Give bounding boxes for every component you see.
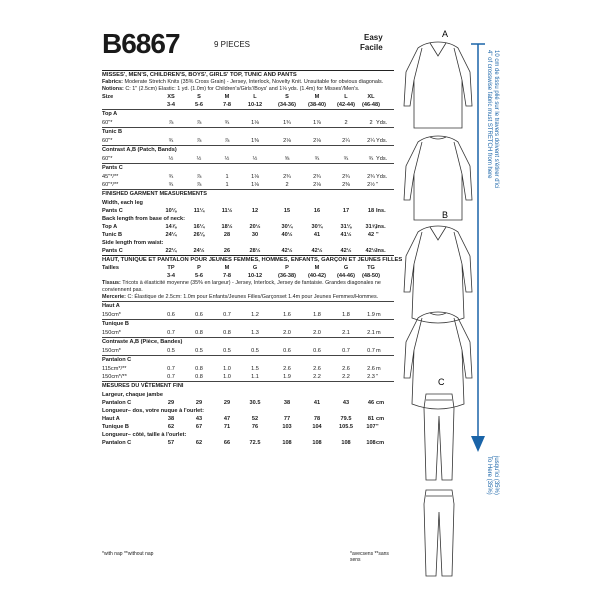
- en-yardage-cell: ¾: [168, 174, 174, 180]
- en-finished-cell: 42: [367, 232, 375, 238]
- en-yardage-cell: 2¾: [342, 174, 350, 180]
- fr-yardage-cell: 0.5: [223, 348, 231, 354]
- en-yardage-cell: 2⅜: [342, 182, 350, 188]
- fr-tissus-label: Tissus:: [102, 280, 123, 286]
- difficulty-en: Easy: [364, 33, 383, 42]
- top-a-back-illustration: [404, 136, 472, 220]
- en-title: MISSES', MEN'S, CHILDREN'S, BOYS', GIRLS' TOP, TUNIC AND PANTS: [102, 70, 394, 79]
- fr-finished-cell: 104: [312, 424, 322, 430]
- fr-yardage-cell: 2.0: [283, 330, 291, 336]
- fr-finished-sub-row: [102, 407, 394, 415]
- en-yardage-cell: ¾: [168, 138, 174, 144]
- fr-sizes-cell: TP: [167, 265, 175, 271]
- fr-finished-cell: 62: [195, 440, 203, 446]
- en-sizes-nums-cell: 7-8: [222, 102, 232, 108]
- en-yardage-cell: ⅞: [196, 182, 202, 188]
- en-finished-cell: 42½: [340, 248, 352, 254]
- fr-sizes-cell: M: [224, 265, 230, 271]
- en-yardage-unit: Yds.: [376, 120, 388, 126]
- en-yardage-cell: 2: [285, 182, 289, 188]
- fr-yardage-cell: 0.5: [251, 348, 259, 354]
- en-sizes-nums-row: [102, 101, 394, 109]
- en-yardage-cell: ½: [168, 156, 174, 162]
- en-fabrics: Fabrics: Moderate Stretch Knits (35% Cross Grain) - Jersey, Interlock, Novelty Knit. Unsuitable for obvious diagonals.: [102, 79, 384, 85]
- en-finished-cell: 10⅛: [165, 208, 177, 214]
- fr-section-row: [102, 301, 394, 311]
- fr-yardage-unit: m: [376, 312, 381, 318]
- fr-sizes-cell: P: [197, 265, 201, 271]
- en-sizes-cell: XL: [367, 94, 375, 100]
- fr-finished-cell: 103: [282, 424, 292, 430]
- pieces-count: 9 PIECES: [214, 40, 251, 49]
- en-yardage-cell: 1⅛: [251, 120, 259, 126]
- en-section-row: [102, 109, 394, 119]
- tunic-b-back-illustration: [404, 312, 472, 409]
- en-sizes-label: Size: [102, 94, 114, 100]
- fr-yardage-cell: 0.8: [195, 366, 203, 372]
- fr-yardage-row: [102, 365, 394, 373]
- fr-yardage-cell: 2.6: [313, 366, 321, 372]
- en-yardage-cell: 2¾: [283, 174, 291, 180]
- en-finished-label: Top A: [102, 224, 118, 230]
- en-finished-unit: Ins.: [376, 208, 386, 214]
- figure-a-letter: A: [442, 29, 449, 39]
- en-finished-row: [102, 231, 394, 239]
- en-fabrics-label: Fabrics:: [102, 79, 125, 85]
- fr-yardage-cell: 1.9: [283, 374, 291, 380]
- fr-finished-cell: 43: [195, 416, 203, 422]
- en-yardage-cell: 1: [225, 174, 229, 180]
- en-finished-cell: 28: [223, 232, 231, 238]
- en-yardage-unit: Yds.: [376, 174, 388, 180]
- en-finished-cell: 17: [342, 208, 350, 214]
- fr-section-row: [102, 337, 394, 347]
- fr-finished-unit: ": [376, 424, 379, 430]
- en-yardage-label: 60"*: [102, 120, 113, 126]
- en-finished-cell: 11¼: [193, 208, 205, 214]
- en-sizes-nums-cell: (46-48): [361, 102, 381, 108]
- fr-finished-cell: 72.5: [249, 440, 261, 446]
- fr-section-row: [102, 319, 394, 329]
- fr-yardage-label: 150cm*/**: [102, 374, 127, 380]
- en-finished-label: Pants C: [102, 208, 123, 214]
- fr-finished-cell: 76: [251, 424, 259, 430]
- en-sizes-cell: XS: [167, 94, 175, 100]
- fr-finished-cell: 79.5: [340, 416, 352, 422]
- en-yardage-cell: ⅞: [168, 120, 174, 126]
- en-finished-unit: Ins.: [376, 248, 386, 254]
- en-finished-cell: 24¼: [165, 232, 177, 238]
- pants-c-front-illustration: [424, 394, 454, 480]
- fr-yardage-cell: 1.6: [283, 312, 291, 318]
- fr-sizes-nums-cell: (48-50): [361, 273, 381, 279]
- en-finished-cell: 22¼: [165, 248, 177, 254]
- en-finished-cell: 40½: [281, 232, 293, 238]
- fr-width-title: Largeur, chaque jambe: [102, 392, 163, 398]
- fr-yardage-unit: m: [376, 366, 381, 372]
- fr-yardage-cell: 0.6: [313, 348, 321, 354]
- en-finished-cell: 30¾: [311, 224, 323, 230]
- en-sizes-cell: S: [285, 94, 289, 100]
- fr-yardage-cell: 1.0: [223, 374, 231, 380]
- fr-yardage-cell: 0.7: [342, 348, 350, 354]
- fr-section-row: [102, 355, 394, 365]
- fr-yardage-label: 150cm*: [102, 348, 121, 354]
- en-sizes-nums-cell: 5-6: [194, 102, 204, 108]
- figure-c-letter: C: [438, 377, 445, 387]
- en-finished-cell: 12: [251, 208, 259, 214]
- fr-finished-label: Haut A: [102, 416, 120, 422]
- fr-yardage-cell: 1.1: [251, 374, 259, 380]
- fr-finished-cell: 38: [283, 400, 291, 406]
- en-yardage-cell: 1⅛: [251, 174, 259, 180]
- en-yardage-cell: 1⅜: [251, 138, 259, 144]
- fr-finished-unit: cm: [376, 400, 385, 406]
- fr-sizes-nums-cell: 5-6: [194, 273, 204, 279]
- en-yardage-cell: ⅝: [284, 156, 290, 162]
- fr-yardage-cell: 1.9: [367, 312, 375, 318]
- fr-yardage-cell: 1.8: [342, 312, 350, 318]
- en-yardage-row: [102, 155, 394, 163]
- fr-yardage-unit: m: [376, 330, 381, 336]
- fr-tissus: Tissus: Tricots à élasticité moyenne (35% en largeur) - Jersey, Interlock, Jersey de fantaisie. Grandes diagonales ne conviennent pas.: [102, 280, 381, 293]
- fr-finished-label: Tunique B: [102, 424, 129, 430]
- en-yardage-cell: 2⅛: [283, 138, 291, 144]
- fr-yardage-cell: 1.5: [251, 366, 259, 372]
- fr-yardage-cell: 2.6: [367, 366, 375, 372]
- fr-yardage-cell: 0.7: [167, 366, 175, 372]
- en-yardage-cell: ½: [224, 156, 230, 162]
- fr-sizes-cell: G: [252, 265, 258, 271]
- fr-yardage-cell: 0.5: [167, 348, 175, 354]
- en-sizes-cell: L: [344, 94, 348, 100]
- fr-section-label: Pantalon C: [102, 357, 132, 363]
- en-yardage-cell: 2: [369, 120, 373, 126]
- en-yardage-row: [102, 181, 394, 189]
- stretch-to-here-fr: jusqu'ici (35%): [493, 456, 499, 495]
- fr-finished-cell: 43: [342, 400, 350, 406]
- fr-yardage-unit: ": [376, 374, 378, 380]
- en-finished-sub-label: Back length from base of neck:: [102, 216, 185, 222]
- en-finished-cell: 20½: [249, 224, 261, 230]
- fr-yardage-cell: 0.6: [283, 348, 291, 354]
- en-section-label: Tunic B: [102, 129, 123, 135]
- en-yardage-unit: Yds.: [376, 138, 388, 144]
- fr-finished-cell: 108: [312, 440, 322, 446]
- fr-section-label: Contraste A,B (Pièce, Bandes): [102, 339, 183, 345]
- en-finished-unit: ": [376, 232, 379, 238]
- en-finished-sub-row: [102, 215, 394, 223]
- en-yardage-cell: 1⅛: [251, 182, 259, 188]
- en-finished-title: FINISHED GARMENT MEASUREMENTS: [102, 189, 394, 199]
- en-yardage-cell: 2¾: [313, 174, 321, 180]
- fr-yardage-cell: 2.1: [367, 330, 375, 336]
- fr-finished-cell: 81: [367, 416, 375, 422]
- en-sizes-cell: M: [314, 94, 320, 100]
- fr-finished-cell: 108: [282, 440, 292, 446]
- en-finished-cell: 41: [313, 232, 321, 238]
- fr-finished-cell: 46: [367, 400, 375, 406]
- en-finished-cell: 28½: [249, 248, 261, 254]
- fr-yardage-cell: 0.8: [223, 330, 231, 336]
- fr-finished-unit: cm: [376, 440, 385, 446]
- fr-finished-cell: 41: [313, 400, 321, 406]
- fr-section-label: Tunique B: [102, 321, 129, 327]
- en-finished-cell: 11½: [221, 208, 233, 214]
- en-width-title: Width, each leg: [102, 200, 143, 206]
- en-sizes-nums-cell: (38-40): [307, 102, 327, 108]
- en-finished-row: [102, 207, 394, 215]
- en-yardage-row: [102, 119, 394, 127]
- en-yardage-cell: ¾: [368, 156, 374, 162]
- en-finished-unit: Ins.: [376, 224, 386, 230]
- fr-finished-cell: 47: [223, 416, 231, 422]
- en-finished-cell: 31⅛: [340, 224, 352, 230]
- fr-yardage-cell: 0.7: [367, 348, 375, 354]
- en-finished-cell: 30¼: [281, 224, 293, 230]
- fr-sizes-cell: G: [343, 265, 349, 271]
- en-sizes-row: [102, 93, 394, 101]
- pattern-number: B6867: [102, 28, 180, 59]
- fr-finished-cell: 29: [167, 400, 175, 406]
- footnote-en: *with nap **without nap: [102, 551, 154, 557]
- fr-yardage-row: [102, 329, 394, 337]
- en-yardage-cell: ⅞: [196, 120, 202, 126]
- fr-yardage-cell: 2.2: [342, 374, 350, 380]
- fr-sizes-nums-cell: (44-46): [336, 273, 356, 279]
- en-yardage-cell: ½: [196, 156, 202, 162]
- en-yardage-cell: 2⅛: [313, 138, 321, 144]
- en-sizes-nums-cell: (42-44): [336, 102, 356, 108]
- fr-finished-cell: 66: [223, 440, 231, 446]
- fr-yardage-cell: 0.7: [167, 330, 175, 336]
- en-yardage-cell: 1¾: [283, 120, 291, 126]
- difficulty: [360, 33, 383, 53]
- en-yardage-cell: ¾: [224, 120, 230, 126]
- en-notions-label: Notions:: [102, 86, 126, 92]
- en-yardage-unit: ": [376, 182, 378, 188]
- fr-yardage-cell: 1.8: [313, 312, 321, 318]
- fr-yardage-cell: 2.2: [313, 374, 321, 380]
- fr-sizes-label: Tailles: [102, 265, 119, 271]
- fr-yardage-unit: m: [376, 348, 381, 354]
- stretch-text-en: 4" of crosswise fabric must STRETCH from here: [486, 50, 492, 179]
- fr-finished-sub-row: [102, 431, 394, 439]
- fr-sizes-nums-cell: (40-42): [307, 273, 327, 279]
- fr-finished-cell: 62: [167, 424, 175, 430]
- tunic-b-front-illustration: [404, 226, 472, 323]
- en-section-label: Contrast A,B (Patch, Bands): [102, 147, 177, 153]
- en-section-label: Pants C: [102, 165, 123, 171]
- fr-finished-row: [102, 415, 394, 423]
- fr-finished-row: [102, 423, 394, 431]
- en-finished-cell: 24½: [193, 248, 205, 254]
- stretch-gauge-arrow: [471, 436, 485, 452]
- en-finished-cell: 16¼: [193, 224, 205, 230]
- fr-yardage-row: [102, 373, 394, 381]
- fr-yardage-cell: 0.6: [167, 312, 175, 318]
- fr-title: HAUT, TUNIQUE ET PANTALON POUR JEUNES FEMMES, HOMMES, ENFANTS, GARÇON ET JEUNES FILLES: [102, 257, 403, 263]
- fr-finished-row: [102, 399, 394, 407]
- fr-sizes-cell: M: [314, 265, 320, 271]
- fr-yardage-label: 115cm*/**: [102, 366, 127, 372]
- fr-finished-cell: 30.5: [249, 400, 261, 406]
- en-yardage-cell: ⅞: [224, 138, 230, 144]
- fr-yardage-cell: 0.8: [195, 330, 203, 336]
- fr-sizes-nums-cell: 7-8: [222, 273, 232, 279]
- en-yardage-cell: 2: [344, 120, 348, 126]
- en-finished-row: [102, 247, 394, 255]
- en-finished-label: Tunic B: [102, 232, 123, 238]
- en-sizes-nums-cell: 10-12: [247, 102, 263, 108]
- fr-sizes-cell: TG: [367, 265, 375, 271]
- fr-sizes-nums-cell: (36-38): [277, 273, 297, 279]
- en-finished-cell: 15: [283, 208, 291, 214]
- fr-finished-cell: 52: [251, 416, 259, 422]
- fr-finished-unit: cm: [376, 416, 385, 422]
- fr-finished-sub-label: Longueur– dos, votre nuque à l'ourlet:: [102, 408, 205, 414]
- fr-finished-cell: 67: [195, 424, 203, 430]
- en-finished-cell: 14⅞: [165, 224, 177, 230]
- en-sizes-cell: M: [224, 94, 230, 100]
- fr-finished-row: [102, 439, 394, 447]
- en-notions: Notions: C: 1" (2.5cm) Elastic: 1 yd. (1.0m) for Children's/Girls'/Boys' and 1⅛ yds. (1.4m) for Misses'/Men's.: [102, 86, 360, 92]
- en-yardage-row: [102, 173, 394, 181]
- fr-yardage-label: 150cm*: [102, 330, 121, 336]
- fr-yardage-cell: 2.1: [342, 330, 350, 336]
- en-finished-cell: 41½: [340, 232, 352, 238]
- stretch-text-fr: 10 cm de tissu plié sur le travers doivent s'étirer d'ici: [493, 50, 499, 189]
- en-section-row: [102, 145, 394, 155]
- en-sizes-nums-cell: 3-4: [166, 102, 176, 108]
- fr-yardage-cell: 1.0: [223, 366, 231, 372]
- en-yardage-label: 60"*: [102, 138, 113, 144]
- en-yardage-cell: 2¼: [367, 138, 375, 144]
- fr-finished-cell: 107: [366, 424, 376, 430]
- fr-yardage-cell: 0.6: [195, 312, 203, 318]
- fr-yardage-label: 150cm*: [102, 312, 121, 318]
- stretch-to-here-en: To Here (35%): [486, 456, 492, 495]
- fr-finished-cell: 29: [223, 400, 231, 406]
- fr-section-label: Haut A: [102, 303, 120, 309]
- en-section-row: [102, 163, 394, 173]
- en-yardage-cell: 2¼: [342, 138, 350, 144]
- en-yardage-unit: Yds.: [376, 156, 388, 162]
- en-finished-cell: 18: [367, 208, 375, 214]
- en-yardage-cell: ⅞: [196, 174, 202, 180]
- en-finished-sub-label: Side length from waist:: [102, 240, 164, 246]
- en-finished-cell: 42½: [281, 248, 293, 254]
- fr-finished-cell: 108: [366, 440, 376, 446]
- fr-finished-title: MESURES DU VÊTEMENT FINI: [102, 381, 394, 391]
- fr-yardage-cell: 0.5: [195, 348, 203, 354]
- fr-finished-cell: 71: [223, 424, 231, 430]
- en-yardage-cell: 1⅞: [313, 120, 321, 126]
- fr-finished-cell: 38: [167, 416, 175, 422]
- en-yardage-cell: 2½: [367, 182, 375, 188]
- en-yardage-label: 60"*/**: [102, 182, 119, 188]
- en-sizes-cell: L: [253, 94, 257, 100]
- fr-finished-cell: 78: [313, 416, 321, 422]
- fr-sizes-cell: P: [285, 265, 289, 271]
- en-finished-cell: 26⅛: [193, 232, 205, 238]
- en-yardage-cell: 2⅛: [313, 182, 321, 188]
- fr-yardage-cell: 2.6: [342, 366, 350, 372]
- fr-mercerie-label: Mercerie:: [102, 294, 128, 300]
- fr-finished-cell: 57: [167, 440, 175, 446]
- en-finished-row: [102, 223, 394, 231]
- en-yardage-cell: ⅞: [196, 138, 202, 144]
- en-finished-cell: 18½: [221, 224, 233, 230]
- top-a-front-illustration: [404, 42, 472, 128]
- en-sizes-cell: S: [197, 94, 201, 100]
- en-yardage-cell: 2¾: [367, 174, 375, 180]
- fr-finished-sub-label: Longueur– côté, taille à l'ourlet:: [102, 432, 187, 438]
- fr-sizes-row: [102, 264, 394, 272]
- en-finished-cell: 42½: [311, 248, 323, 254]
- fr-yardage-cell: 2.3: [367, 374, 375, 380]
- fr-mercerie: Mercerie: C: Élastique de 2.5cm: 1.0m pour Enfants/Jeunes Filles/Garçonset 1.4m pour Jeunes Femmes/Hommes.: [102, 294, 379, 300]
- fr-finished-cell: 29: [195, 400, 203, 406]
- fr-finished-cell: 108: [341, 440, 351, 446]
- en-yardage-cell: ¾: [343, 156, 349, 162]
- en-finished-label: Pants C: [102, 248, 123, 254]
- fr-sizes-nums-cell: 10-12: [247, 273, 263, 279]
- en-finished-cell: 30: [251, 232, 259, 238]
- fr-yardage-cell: 0.7: [167, 374, 175, 380]
- fr-yardage-cell: 0.7: [223, 312, 231, 318]
- figure-b-letter: B: [442, 210, 449, 220]
- difficulty-fr: Facile: [360, 43, 383, 52]
- fr-yardage-row: [102, 311, 394, 319]
- en-finished-cell: 26: [223, 248, 231, 254]
- en-finished-cell: 42½: [365, 248, 377, 254]
- en-sizes-nums-cell: (34-36): [277, 102, 297, 108]
- pants-c-back-illustration: [424, 490, 454, 576]
- fr-finished-cell: 105.5: [339, 424, 353, 430]
- fr-sizes-nums-row: [102, 272, 394, 280]
- en-yardage-cell: ¾: [168, 182, 174, 188]
- en-finished-sub-row: [102, 239, 394, 247]
- fr-finished-label: Pantalon C: [102, 400, 132, 406]
- en-yardage-row: [102, 137, 394, 145]
- fr-yardage-cell: 0.8: [195, 374, 203, 380]
- en-section-label: Top A: [102, 111, 118, 117]
- fr-finished-cell: 77: [283, 416, 291, 422]
- en-yardage-label: 60"*: [102, 156, 113, 162]
- en-finished-cell: 31⅝: [365, 224, 377, 230]
- fr-yardage-cell: 2.0: [313, 330, 321, 336]
- fr-yardage-cell: 1.3: [251, 330, 259, 336]
- fr-yardage-cell: 1.2: [251, 312, 259, 318]
- fr-finished-label: Pantalon C: [102, 440, 132, 446]
- yardage-table: [102, 70, 403, 447]
- en-section-row: [102, 127, 394, 137]
- fr-yardage-cell: 2.6: [283, 366, 291, 372]
- en-yardage-cell: ½: [252, 156, 258, 162]
- en-yardage-cell: 1: [225, 182, 229, 188]
- en-yardage-cell: ¾: [314, 156, 320, 162]
- fr-sizes-nums-cell: 3-4: [166, 273, 176, 279]
- en-yardage-label: 45"*/**: [102, 174, 119, 180]
- header: [102, 28, 392, 68]
- fr-yardage-row: [102, 347, 394, 355]
- footnote-fr: *avecsens **sans sens: [350, 551, 389, 563]
- en-finished-cell: 16: [313, 208, 321, 214]
